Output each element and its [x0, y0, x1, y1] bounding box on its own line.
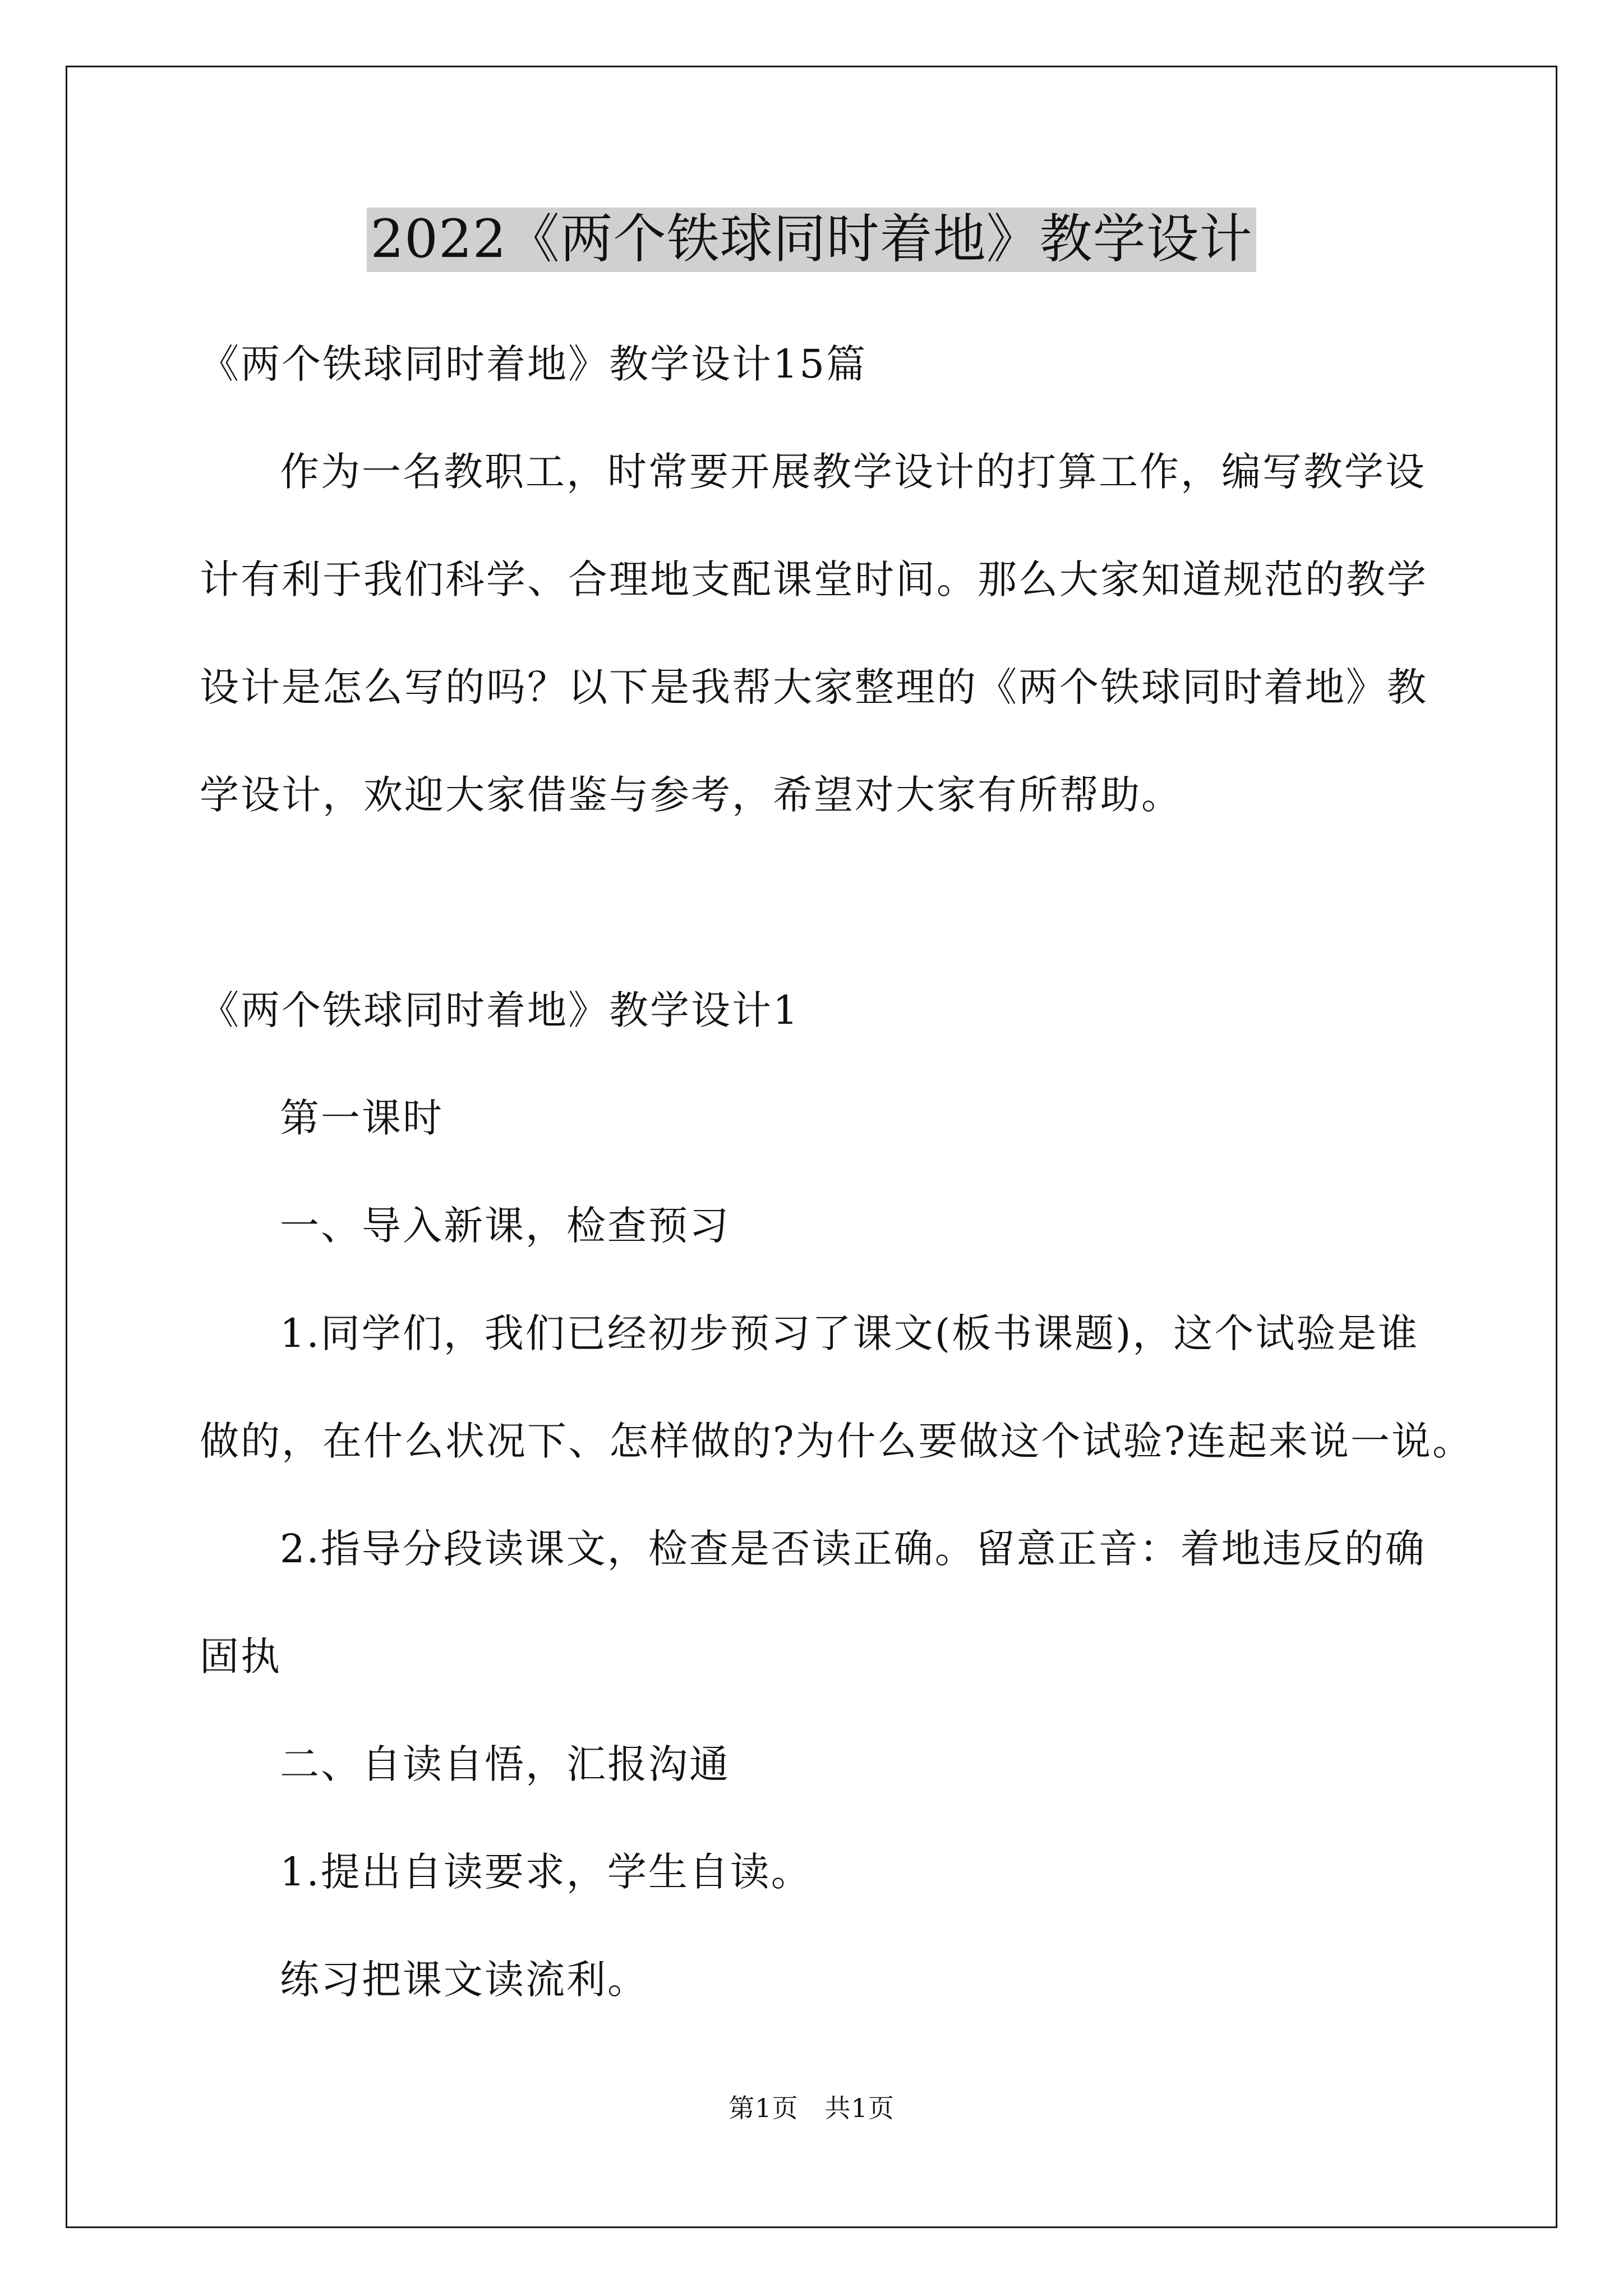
intro-paragraph-line: 学设计，欢迎大家借鉴与参考，希望对大家有所帮助。 — [200, 772, 1182, 818]
step-paragraph-line: 练习把课文读流利。 — [280, 1957, 648, 2003]
page-total: 共1页 — [824, 2093, 895, 2123]
intro-paragraph-line: 作为一名教职工，时常要开展教学设计的打算工作，编写教学设 — [280, 449, 1426, 495]
document-body — [200, 310, 1474, 2033]
lesson-heading: 第一课时 — [280, 1095, 444, 1141]
intro-paragraph-line: 计有利于我们科学、合理地支配课堂时间。那么大家知道规范的教学 — [200, 556, 1428, 602]
step-heading: 二、自读自悟，汇报沟通 — [280, 1741, 730, 1787]
document-title: 2022《两个铁球同时着地》教学设计 — [367, 208, 1256, 272]
page-footer — [0, 2088, 1623, 2125]
paragraph-spacer — [200, 849, 1433, 956]
step-heading: 一、导入新课，检查预习 — [280, 1203, 730, 1249]
section-heading: 《两个铁球同时着地》教学设计1 — [200, 987, 800, 1033]
step-paragraph-line: 2.指导分段读课文，检查是否读正确。留意正音：着地违反的确 — [280, 1526, 1426, 1572]
step-paragraph-line: 固执 — [200, 1634, 282, 1680]
step-paragraph-line: 1.同学们，我们已经初步预习了课文(板书课题)，这个试验是谁 — [280, 1310, 1419, 1356]
subtitle-line: 《两个铁球同时着地》教学设计15篇 — [200, 341, 868, 387]
title-container — [0, 208, 1623, 272]
step-paragraph-line: 1.提出自读要求，学生自读。 — [280, 1849, 812, 1895]
intro-paragraph-line: 设计是怎么写的吗？以下是我帮大家整理的《两个铁球同时着地》教 — [200, 664, 1428, 710]
step-paragraph-line: 做的，在什么状况下、怎样做的?为什么要做这个试验?连起来说一说。 — [200, 1418, 1474, 1464]
page-number: 第1页 — [728, 2093, 799, 2123]
